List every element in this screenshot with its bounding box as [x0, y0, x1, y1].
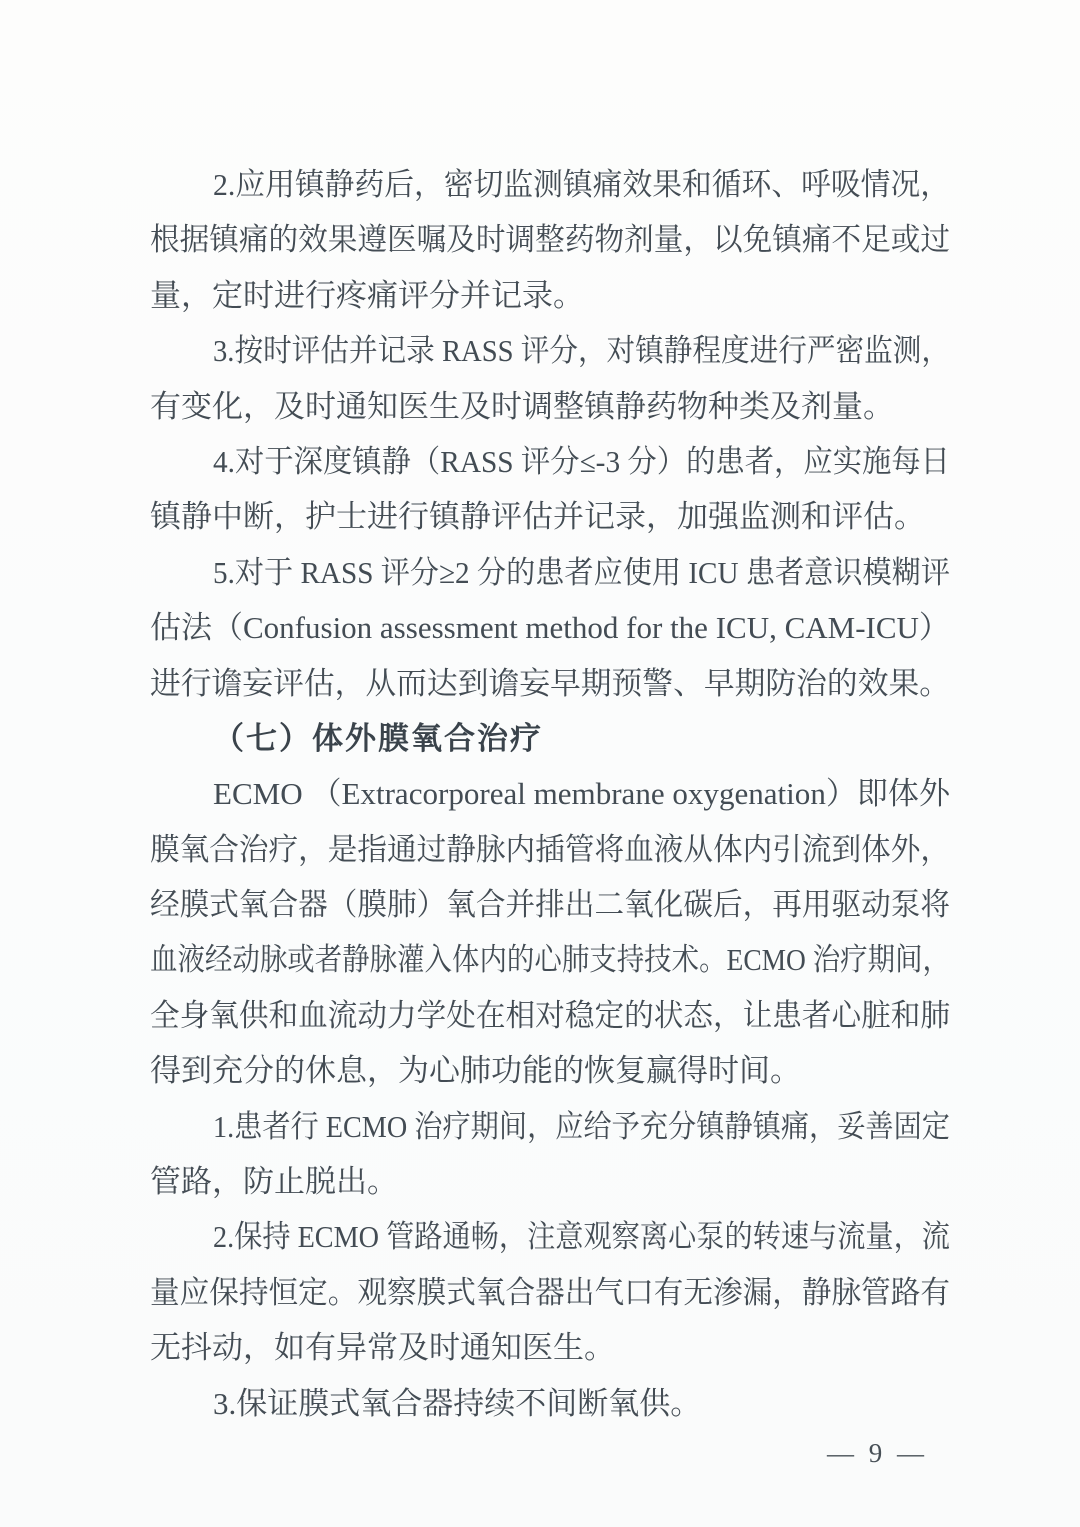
- text-line: [150, 489, 950, 544]
- text-line: [150, 157, 950, 212]
- text-line: [150, 545, 950, 600]
- document-body: [150, 157, 950, 1431]
- text-line: [150, 656, 950, 711]
- text-line-text: ECMO （Extracorporeal membrane oxygenation）即体外: [213, 776, 950, 812]
- text-line: [150, 1320, 950, 1375]
- text-line: [150, 434, 950, 489]
- text-line-text: 根据镇痛的效果遵医嘱及时调整药物剂量，以免镇痛不足或过: [150, 222, 950, 258]
- text-line-text: 管路，防止脱出。: [150, 1164, 398, 1200]
- text-line: [150, 600, 950, 655]
- text-line: [150, 822, 950, 877]
- text-line-text: 3.按时评估并记录 RASS 评分，对镇静程度进行严密监测，: [213, 333, 950, 369]
- section-heading: [150, 711, 950, 766]
- text-line-text: 4.对于深度镇静（RASS 评分≤-3 分）的患者，应实施每日: [213, 443, 950, 479]
- text-line: [150, 1099, 950, 1154]
- text-line-text: 3.保证膜式氧合器持续不间断氧供。: [213, 1385, 702, 1421]
- text-line: [150, 379, 950, 434]
- text-line: [150, 1043, 950, 1098]
- text-line-text: 估法（Confusion assessment method for the ICU, CAM-ICU）: [150, 610, 950, 646]
- text-line-text: 镇静中断，护士进行镇静评估并记录，加强监测和评估。: [150, 499, 925, 535]
- text-line: [150, 323, 950, 378]
- text-line-text: 2.应用镇静药后，密切监测镇痛效果和循环、呼吸情况，: [213, 167, 950, 202]
- text-line: [150, 1154, 950, 1209]
- text-line-text: 2.保持 ECMO 管路通畅，注意观察离心泵的转速与流量，流: [213, 1219, 950, 1255]
- text-line-text: 血液经动脉或者静脉灌入体内的心肺支持技术。ECMO 治疗期间，: [150, 942, 950, 978]
- text-line: [150, 932, 950, 987]
- text-line: [150, 1376, 950, 1431]
- text-line: [150, 877, 950, 932]
- text-line-text: 1.患者行 ECMO 治疗期间，应给予充分镇静镇痛，妥善固定: [213, 1108, 950, 1144]
- text-line-text: 有变化，及时通知医生及时调整镇静药物种类及剂量。: [150, 388, 894, 424]
- text-line-text: 膜氧合治疗，是指通过静脉内插管将血液从体内引流到体外，: [150, 831, 950, 867]
- text-line: [150, 988, 950, 1043]
- text-line: [150, 766, 950, 821]
- text-line: [150, 1209, 950, 1264]
- section-heading-text: （七）体外膜氧合治疗: [213, 720, 543, 756]
- page-number: — 9 —: [827, 1438, 928, 1468]
- text-line-text: 5.对于 RASS 评分≥2 分的患者应使用 ICU 患者意识模糊评: [213, 554, 950, 590]
- text-line: [150, 268, 950, 323]
- text-line-text: 量应保持恒定。观察膜式氧合器出气口有无渗漏，静脉管路有: [150, 1274, 950, 1310]
- text-line-text: 无抖动，如有异常及时通知医生。: [150, 1330, 615, 1366]
- text-line: [150, 212, 950, 267]
- text-line-text: 全身氧供和血流动力学处在相对稳定的状态，让患者心脏和肺: [150, 997, 950, 1033]
- text-line-text: 得到充分的休息，为心肺功能的恢复赢得时间。: [150, 1053, 801, 1089]
- text-line-text: 量，定时进行疼痛评分并记录。: [150, 277, 584, 313]
- text-line: [150, 1265, 950, 1320]
- text-line-text: 经膜式氧合器（膜肺）氧合并排出二氧化碳后，再用驱动泵将: [150, 887, 950, 923]
- text-line-text: 进行谵妄评估，从而达到谵妄早期预警、早期防治的效果。: [150, 665, 950, 701]
